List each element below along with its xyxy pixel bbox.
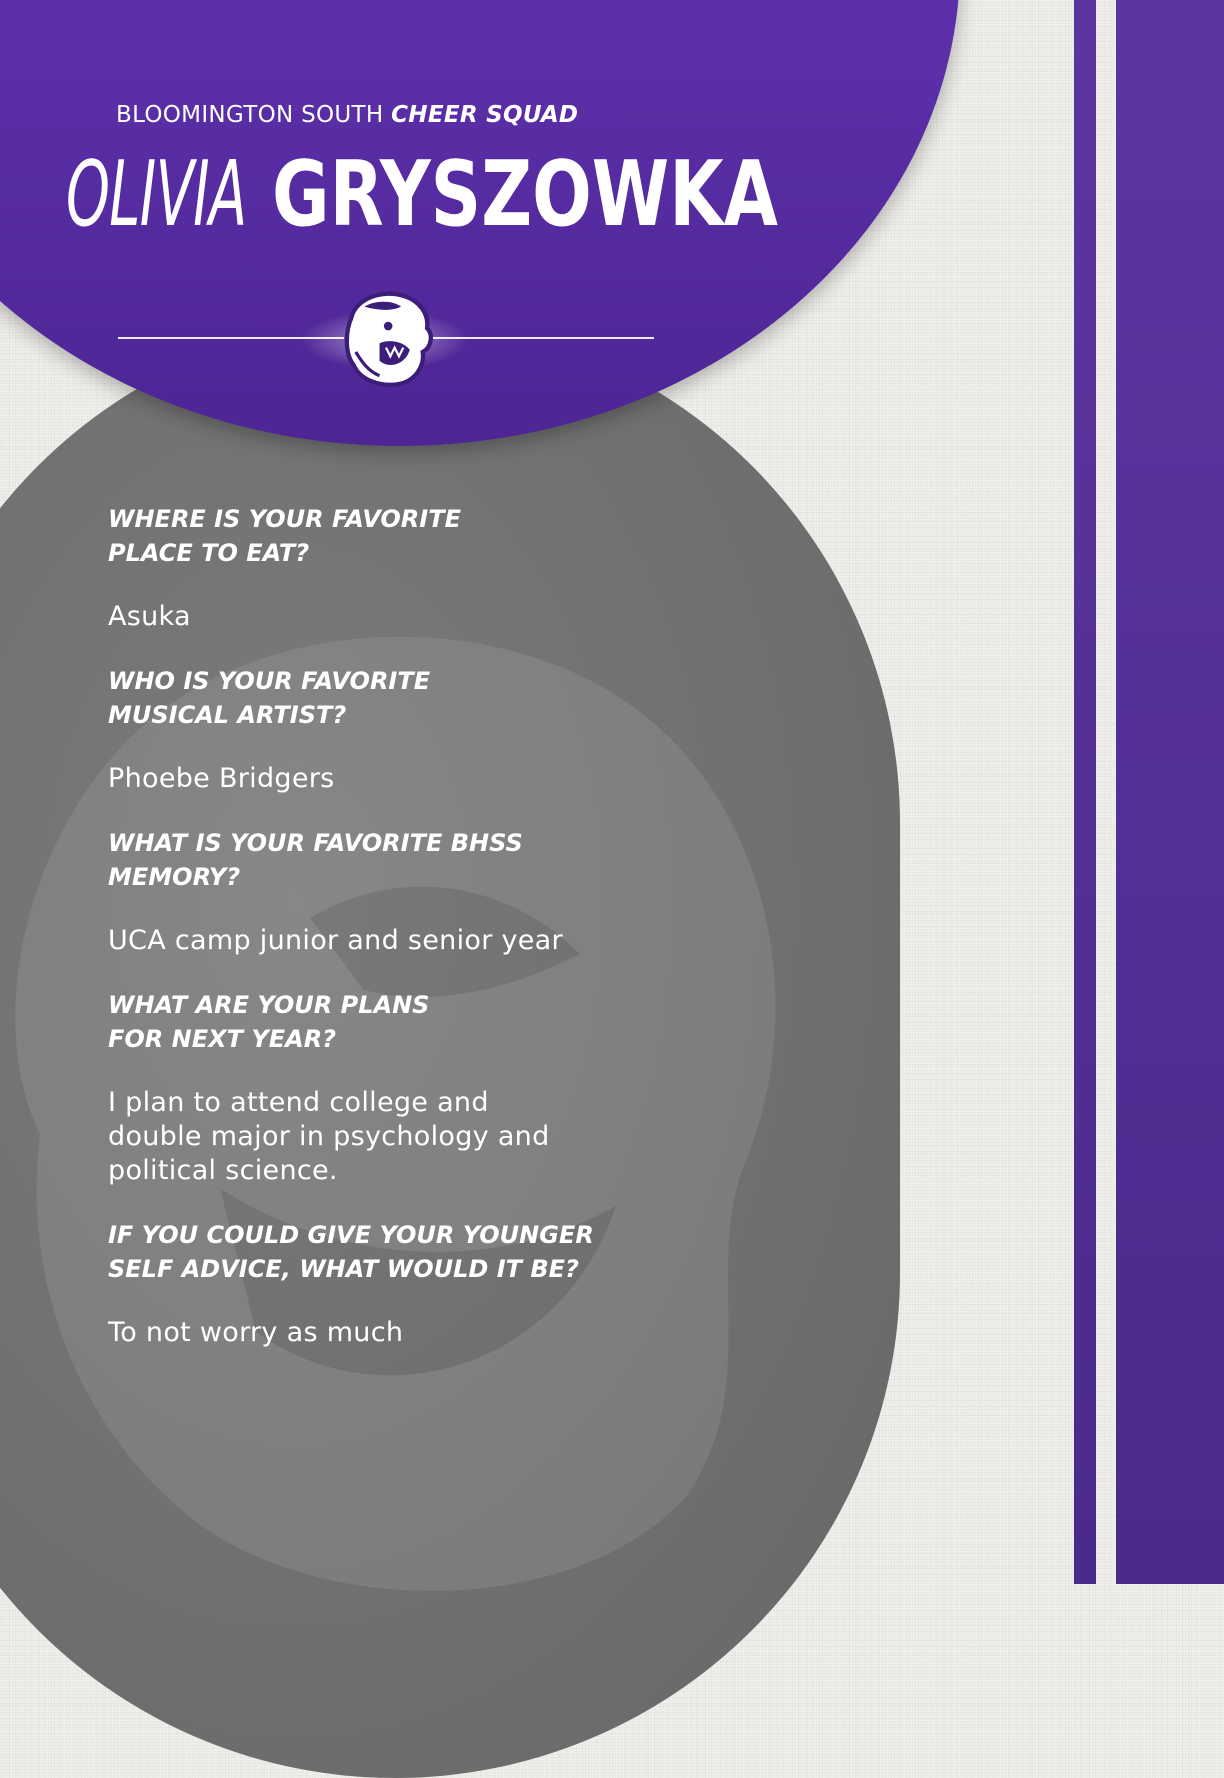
question-line: IF YOU COULD GIVE YOUR YOUNGER <box>108 1221 594 1249</box>
answer-line: I plan to attend college and <box>108 1087 489 1118</box>
answer <box>108 1086 688 1188</box>
team-heading <box>116 102 578 128</box>
school-name: BLOOMINGTON SOUTH <box>116 102 384 128</box>
question-line: PLACE TO EAT? <box>108 539 310 567</box>
last-name: GRYSZOWKA <box>272 142 778 247</box>
question <box>108 988 688 1056</box>
question-line: WHO IS YOUR FAVORITE <box>108 667 431 695</box>
qa-item <box>108 988 688 1188</box>
panther-mascot-icon <box>332 285 440 393</box>
athlete-name <box>66 140 778 250</box>
answer: Asuka <box>108 601 191 632</box>
answer-line: political science. <box>108 1155 338 1186</box>
qa-item <box>108 826 688 958</box>
question <box>108 664 688 732</box>
answer: Phoebe Bridgers <box>108 763 335 794</box>
qa-list <box>108 502 688 1380</box>
first-name: OLIVIA <box>66 142 247 247</box>
question <box>108 502 688 570</box>
qa-item <box>108 664 688 796</box>
question-line: MUSICAL ARTIST? <box>108 701 347 729</box>
purple-stripe-thin <box>1074 0 1096 1584</box>
answer: To not worry as much <box>108 1317 404 1348</box>
divider-left <box>118 337 344 339</box>
question <box>108 826 688 894</box>
purple-stripe-wide <box>1116 0 1224 1584</box>
question <box>108 1218 688 1286</box>
team-name: CHEER SQUAD <box>391 102 579 128</box>
qa-item <box>108 502 688 634</box>
answer: UCA camp junior and senior year <box>108 925 563 956</box>
question-line: SELF ADVICE, WHAT WOULD IT BE? <box>108 1255 579 1283</box>
answer-line: double major in psychology and <box>108 1121 550 1152</box>
question-line: FOR NEXT YEAR? <box>108 1025 337 1053</box>
question-line: WHAT ARE YOUR PLANS <box>108 991 430 1019</box>
question-line: WHERE IS YOUR FAVORITE <box>108 505 461 533</box>
divider-right <box>430 337 654 339</box>
question-line: WHAT IS YOUR FAVORITE BHSS <box>108 829 523 857</box>
qa-item <box>108 1218 688 1350</box>
question-line: MEMORY? <box>108 863 241 891</box>
